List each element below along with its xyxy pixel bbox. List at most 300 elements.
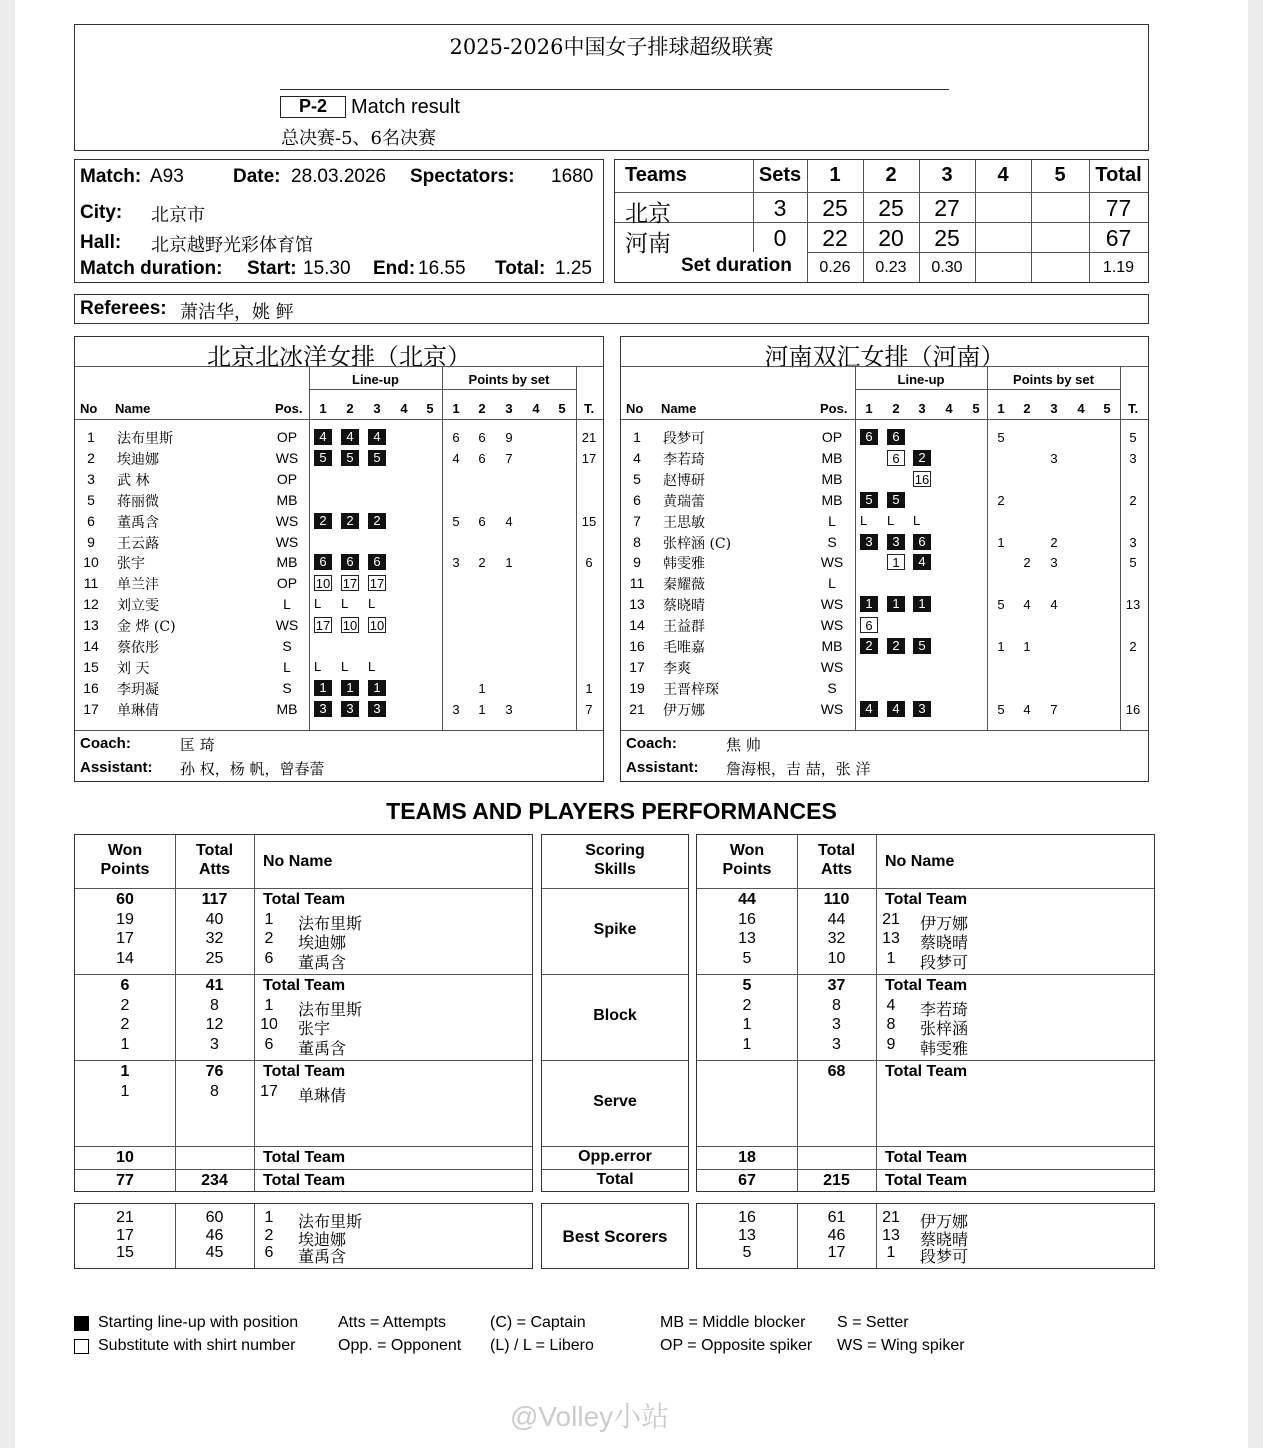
grid-line [75,1146,532,1147]
match-label: Match: [80,166,142,187]
performance-home [74,834,533,1192]
total-atts: 8 [832,996,841,1014]
player-row [75,448,603,468]
player-row [75,573,603,593]
player-name: 韩雯雅 [920,1038,969,1058]
player-name: 张宇 [298,1019,331,1038]
player-name: 武 林 [117,472,150,489]
won-points: 5 [742,977,752,994]
player-number: 8 [886,1016,896,1033]
starting-position-box: 6 [860,429,878,445]
total-atts: 44 [827,910,846,928]
legend-item: (C) = Captain [490,1314,586,1331]
player-total: 3 [1129,534,1137,550]
team-title: 北京北冰洋女排（北京） [207,343,471,371]
player-position: OP [276,470,298,487]
player-number: 17 [260,1082,278,1100]
total-team-label: Total Team [263,1149,346,1166]
set-points: 4 [1023,701,1031,717]
starting-position-box: 4 [887,701,905,717]
legend-item: (L) / L = Libero [490,1337,594,1354]
starting-position-box: 3 [860,534,878,550]
won-points: 1 [120,1082,130,1100]
player-name: 王云蕗 [117,535,159,552]
player-number: 13 [629,596,645,613]
player-number: 15 [83,658,99,675]
substitute-box: 16 [914,471,930,487]
player-row [75,615,603,635]
player-row [621,615,1148,635]
player-row [621,699,1148,719]
col-set: 1 [319,401,327,416]
legend-item: Starting line-up with position [98,1314,299,1331]
total-atts: 68 [827,1063,846,1080]
match-info [74,159,604,283]
total-atts: 12 [205,1016,224,1033]
assistant-names: 詹海根，吉 喆，张 洋 [726,760,871,778]
player-row [621,636,1148,656]
player-name: 韩雯雅 [663,556,705,573]
player-row [621,511,1148,531]
starting-position-box: 1 [860,596,878,612]
won-points: 16 [738,910,756,928]
doc-type: Match result [351,96,460,118]
set-points: 1 [1023,639,1031,654]
grid-line [697,1169,1154,1170]
player-total: 6 [585,555,593,571]
total-atts-header: Total Atts [817,842,856,878]
player-row [75,511,603,531]
won-points: 5 [742,949,752,967]
grid-line [855,389,1120,390]
set-points: 6 [478,450,486,466]
legend-item: Opp. = Opponent [338,1337,462,1354]
player-row [621,448,1148,468]
set-points: 1 [478,701,486,717]
player-number: 5 [633,470,641,487]
player-name: 法布里斯 [298,999,363,1019]
total-label: Total: [495,258,546,279]
player-name: 单琳倩 [117,702,159,719]
substitute-box: 17 [315,618,331,634]
player-name: 金 烨 (C) [117,619,176,636]
best-points: 17 [116,1226,134,1244]
doc-code: P-2 [280,96,346,118]
player-number: 9 [886,1035,896,1053]
player-position: OP [276,575,298,592]
player-number: 14 [629,617,645,634]
player-name: 埃迪娜 [298,1229,347,1249]
player-number: 21 [629,700,645,717]
score-header: 5 [1054,164,1066,186]
total-team-label: Total Team [263,977,346,994]
player-position: S [827,533,837,550]
player-name: 李若琦 [663,451,705,468]
legend-item: MB = Middle blocker [660,1314,806,1331]
legend-item: S = Setter [837,1314,909,1331]
starting-position-box: 5 [887,492,905,508]
assistant-label: Assistant: [626,759,699,776]
won-points: 77 [116,1172,134,1189]
col-set: 4 [945,401,953,416]
starting-position-box: 2 [887,638,905,654]
player-name: 蔡晓晴 [920,1229,969,1249]
total-atts: 25 [205,949,224,967]
total-team-label: Total Team [885,1149,968,1166]
player-number: 6 [264,1035,274,1053]
total-atts: 32 [827,930,846,947]
best-atts: 46 [827,1226,846,1244]
player-name: 法布里斯 [117,431,173,447]
player-number: 1 [886,1244,896,1261]
player-name: 张梓涵 (C) [663,535,732,552]
set-points: 2 [1050,534,1058,550]
player-row [75,594,603,614]
player-name: 伊万娜 [920,1212,969,1231]
set-duration: 0.23 [875,259,907,276]
city-label: City: [80,202,123,223]
starting-position-box: 4 [341,429,359,445]
starting-position-box: 1 [314,680,332,696]
total-team-label: Total Team [263,1063,346,1080]
player-position: S [282,638,292,654]
won-points: 67 [738,1172,756,1189]
starting-position-box: 5 [341,450,359,466]
grid-line [542,1060,688,1061]
legend-item: OP = Opposite spiker [660,1337,813,1354]
player-name: 伊万娜 [663,702,705,719]
grid-line [542,888,688,889]
player-row [621,594,1148,614]
player-number: 4 [633,449,641,466]
player-total: 2 [1129,639,1137,654]
won-points: 1 [120,1035,130,1053]
player-number: 10 [260,1016,278,1033]
starting-position-box: 3 [887,534,905,550]
set-points: 5 [997,597,1005,613]
starting-position-box: 3 [341,701,359,717]
player-position: L [283,658,291,675]
player-total: 17 [581,450,597,466]
total-team-label: Total Team [885,1063,968,1080]
won-points: 60 [116,891,134,908]
grid-line [75,1060,532,1061]
total-atts: 234 [201,1172,228,1189]
competition-title: 2025-2026中国女子排球超级联赛 [449,35,774,59]
player-name: 张梓涵 [920,1019,969,1038]
player-name: 单兰沣 [117,577,159,594]
best-atts: 61 [827,1209,846,1226]
starting-position-box: 2 [314,513,332,529]
set-points: 3 [452,701,460,717]
performance-away [696,834,1155,1192]
player-position: WS [275,617,299,634]
player-number: 6 [264,949,274,967]
libero-mark: L [368,596,376,612]
player-name: 李玥凝 [117,681,159,698]
player-number: 1 [264,996,274,1014]
player-position: WS [275,512,299,529]
player-number: 12 [83,596,99,613]
grid-line [621,730,1148,731]
starting-position-box: 6 [368,554,386,570]
assistant-names: 孙 权，杨 帆，曾春蕾 [180,760,325,778]
player-name: 董禹含 [298,1038,347,1058]
total-duration: 1.19 [1102,259,1135,276]
won-points: 14 [116,949,134,967]
player-total: 2 [1129,492,1137,508]
total-atts: 3 [210,1035,219,1053]
grid-line [542,974,688,975]
lineup-header: Line-up [352,372,399,387]
won-points-header: Won Points [100,842,150,878]
libero-mark: L [314,658,322,674]
player-row [75,427,603,447]
player-number: 1 [264,910,274,928]
set-points: 3 [1050,450,1058,466]
player-number: 17 [629,658,645,675]
grid-line [75,974,532,975]
col-name: Name [115,401,151,416]
grid-line [615,192,1148,193]
score-cell: 25 [934,225,960,251]
starting-position-box: 1 [913,596,931,612]
set-points: 7 [1050,701,1058,717]
starting-position-box: 6 [341,554,359,570]
player-position: MB [276,491,298,508]
player-row [75,532,603,552]
set-points: 4 [1050,597,1058,613]
set-points: 2 [997,492,1005,508]
total-atts: 8 [210,1082,219,1100]
substitute-box: 10 [369,618,385,634]
player-number: 8 [633,533,641,550]
referees [74,294,1149,324]
player-name: 埃迪娜 [298,933,347,952]
col-set: 3 [505,401,513,416]
player-total: 21 [581,430,597,445]
grid-line [621,366,1148,367]
player-name: 单琳倩 [298,1085,347,1105]
total-atts: 3 [832,1016,841,1033]
grid-line [75,730,603,731]
col-set: 3 [373,401,381,416]
player-number: 17 [83,700,99,717]
legend-item: Atts = Attempts [338,1314,447,1331]
player-number: 13 [882,930,900,947]
best-scorers-home [74,1203,533,1269]
player-total: 7 [585,701,593,717]
start-label: Start: [247,258,297,279]
score-header: 2 [885,164,897,186]
score-cell: 22 [822,225,848,251]
player-number: 7 [633,512,641,529]
set-points: 7 [505,450,513,466]
coach-label: Coach: [80,735,131,752]
player-number: 10 [83,554,99,571]
player-name: 法布里斯 [298,913,363,933]
best-atts: 17 [827,1244,846,1261]
player-name: 董禹含 [117,514,159,531]
libero-mark: L [887,512,895,528]
scoreboard [614,159,1149,283]
total-team-label: Total Team [885,977,968,994]
col-pos: Pos. [820,401,848,416]
player-name: 秦耀薇 [663,577,705,594]
starting-position-box: 3 [314,701,332,717]
set-points: 4 [1023,597,1031,613]
total-duration: 1.25 [555,258,592,279]
col-set: 5 [972,401,980,416]
player-position: WS [820,658,844,675]
set-points: 9 [505,430,513,445]
set-points: 3 [1050,555,1058,571]
player-name: 法布里斯 [298,1212,363,1231]
score-cell: 25 [822,195,848,221]
player-number: 6 [87,512,95,529]
score-cell: 25 [878,195,904,221]
player-number: 2 [264,1226,274,1244]
watermark: @Volley小站 [510,1401,670,1432]
player-row [621,469,1148,489]
player-name: 刘 天 [117,660,150,677]
score-cell: 3 [773,195,787,221]
player-number: 4 [886,996,896,1014]
won-points: 1 [120,1063,130,1080]
total-team-label: Total Team [885,891,968,908]
player-number: 5 [87,491,95,508]
col-set: 5 [426,401,434,416]
starting-position-box: 4 [368,429,386,445]
player-number: 16 [83,679,99,696]
won-points: 1 [742,1035,752,1053]
starting-position-box: 2 [860,638,878,654]
player-position: WS [820,554,844,571]
end-label: End: [373,258,416,279]
score-cell: 67 [1105,225,1132,251]
libero-mark: L [368,658,376,674]
assistant-label: Assistant: [80,759,153,776]
coach-label: Coach: [626,735,677,752]
player-row [75,699,603,719]
hall: 北京越野光彩体育馆 [151,235,313,256]
col-set: 3 [1050,401,1058,416]
total-atts: 76 [205,1063,224,1080]
libero-mark: L [341,596,349,612]
player-number: 2 [264,930,274,947]
player-number: 11 [83,575,99,592]
player-name: 王晋梓琛 [663,681,719,698]
player-total: 1 [585,680,593,696]
total-team-label: Total Team [263,891,346,908]
player-name: 赵博研 [663,472,705,489]
set-points: 1 [478,680,486,696]
player-number: 9 [633,554,641,571]
score-header: 1 [829,164,841,186]
player-name: 蔡晓晴 [663,598,705,615]
player-total: 16 [1125,701,1141,717]
grid-line [75,888,532,889]
player-row [75,678,603,698]
grid-line [697,974,1154,975]
player-position: MB [821,638,843,654]
skill-label: Serve [593,1093,637,1110]
player-row [621,657,1148,677]
substitute-box: 10 [342,618,358,634]
set-points: 2 [1023,555,1031,571]
player-number: 1 [886,949,896,967]
total-team-label: Total Team [885,1172,968,1189]
libero-mark: L [314,596,322,612]
coach-name: 焦 帅 [726,736,761,754]
hall-label: Hall: [80,232,122,253]
score-cell: 20 [878,225,904,251]
starting-position-box: 6 [887,429,905,445]
player-number: 16 [629,638,645,654]
player-number: 1 [264,1209,274,1226]
score-header: Teams [625,164,687,186]
set-points: 5 [997,701,1005,717]
total-atts: 110 [823,891,850,908]
player-name: 董禹含 [298,1247,347,1266]
player-name: 段梦可 [663,431,705,447]
player-position: L [828,575,836,592]
starting-position-box: 2 [913,450,931,466]
skill-label: Opp.error [578,1148,652,1165]
grid-line [542,1169,688,1170]
end-time: 16.55 [418,258,466,279]
substitute-swatch [74,1339,89,1354]
scoring-skills [541,834,689,1192]
starting-position-box: 1 [887,596,905,612]
won-points: 6 [120,977,130,994]
referees-names: 萧洁华，姚 鲆 [180,302,294,323]
col-set: 2 [1023,401,1031,416]
won-points: 2 [120,996,130,1014]
grid-line [697,1060,1154,1061]
divider [280,89,949,90]
score-header: Total [1095,164,1142,186]
libero-mark: L [860,512,868,528]
starting-position-box: 5 [860,492,878,508]
best-points: 15 [116,1244,134,1261]
player-row [621,552,1148,572]
score-cell: 27 [934,195,960,221]
grid-line [309,389,576,390]
set-points: 3 [452,555,460,571]
col-set: 2 [478,401,486,416]
set-points: 5 [997,430,1005,445]
best-scorers-label-box [541,1203,689,1269]
col-set: 1 [452,401,460,416]
player-row [75,636,603,656]
col-set: 2 [346,401,354,416]
col-set: 1 [997,401,1005,416]
set-points: 6 [478,513,486,529]
set-points: 6 [478,430,486,445]
team-name: 北京 [625,201,671,227]
player-row [621,678,1148,698]
col-set: 4 [532,401,540,416]
substitute-box: 10 [315,576,331,592]
grid-line [807,252,1148,253]
player-total: 5 [1129,430,1137,445]
legend [74,1314,1074,1364]
starting-position-box: 5 [368,450,386,466]
player-number: 6 [633,491,641,508]
starting-position-box: 6 [913,534,931,550]
won-points: 44 [738,891,756,908]
